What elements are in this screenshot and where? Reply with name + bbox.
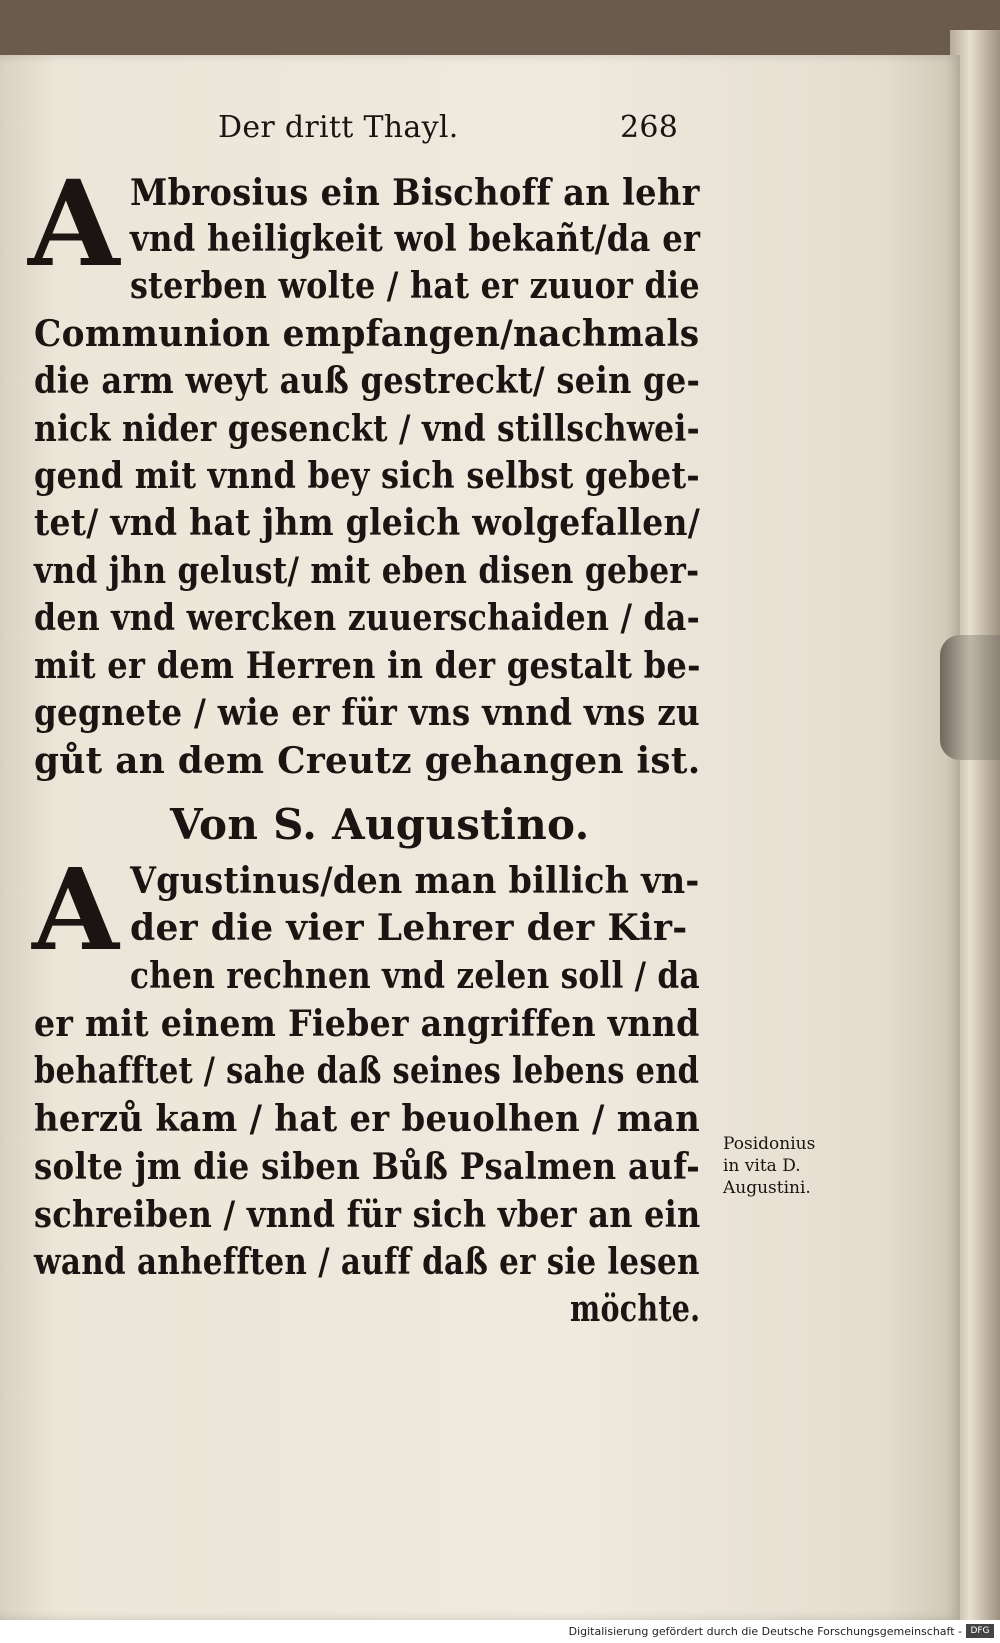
text-line: sterben wolte / hat er zuuor die xyxy=(130,265,700,307)
text-line: solte jm die siben Bůß Psalmen auf- xyxy=(34,1146,701,1188)
margin-note-line: Posidonius xyxy=(723,1134,816,1154)
margin-note xyxy=(723,1133,815,1199)
text-line: den vnd wercken zuuerschaiden / da- xyxy=(34,597,700,639)
text-line: mit er dem Herren in der gestalt be- xyxy=(34,645,701,687)
decorated-initial-a: A xyxy=(32,845,119,976)
text-line: Mbrosius ein Bischoff an lehr xyxy=(130,172,700,214)
text-line: herzů kam / hat er beuolhen / man xyxy=(34,1098,700,1140)
text-line: wand anhefften / auff daß er sie lesen xyxy=(34,1241,700,1283)
book-page xyxy=(0,55,960,1620)
clasp-tab xyxy=(940,635,1000,760)
text-line: chen rechnen vnd zelen soll / da xyxy=(130,955,700,997)
text-line: möchte. xyxy=(570,1288,701,1330)
text-line: vnd heiligkeit wol bekañt/da er xyxy=(130,218,701,260)
page-number: 268 xyxy=(620,110,679,145)
text-line: Vgustinus/den man billich vn- xyxy=(130,860,700,902)
text-line: gegnete / wie er für vns vnnd vns zu xyxy=(34,692,701,734)
text-line: gend mit vnnd bey sich selbst gebet- xyxy=(34,455,700,497)
section-heading: Von S. Augustino. xyxy=(170,800,590,849)
text-line: tet/ vnd hat jhm gleich wolgefallen/ xyxy=(34,502,701,544)
decorated-initial-a: A xyxy=(28,154,120,293)
dfg-logo: DFG xyxy=(966,1624,994,1638)
margin-note-line: Augustini. xyxy=(723,1178,811,1198)
text-line: Communion empfangen/nachmals xyxy=(34,313,700,355)
text-line: der die vier Lehrer der Kir- xyxy=(130,907,688,949)
text-line: nick nider gesenckt / vnd stillschwei- xyxy=(34,408,700,450)
text-line: vnd jhn gelust/ mit eben disen geber- xyxy=(34,550,700,592)
margin-note-line: in vita D. xyxy=(723,1156,801,1176)
footer-credit: Digitalisierung gefördert durch die Deutsche Forschungsgemeinschaft - xyxy=(568,1625,962,1638)
text-line: schreiben / vnnd für sich vber an ein xyxy=(34,1194,701,1236)
text-line: die arm weyt auß gestreckt/ sein ge- xyxy=(34,360,701,402)
text-line: er mit einem Fieber angriffen vnnd xyxy=(34,1003,700,1045)
text-line: gůt an dem Creutz gehangen ist. xyxy=(34,740,701,782)
text-line: behafftet / sahe daß seines lebens end xyxy=(34,1050,700,1092)
running-title: Der dritt Thayl. xyxy=(218,110,459,145)
